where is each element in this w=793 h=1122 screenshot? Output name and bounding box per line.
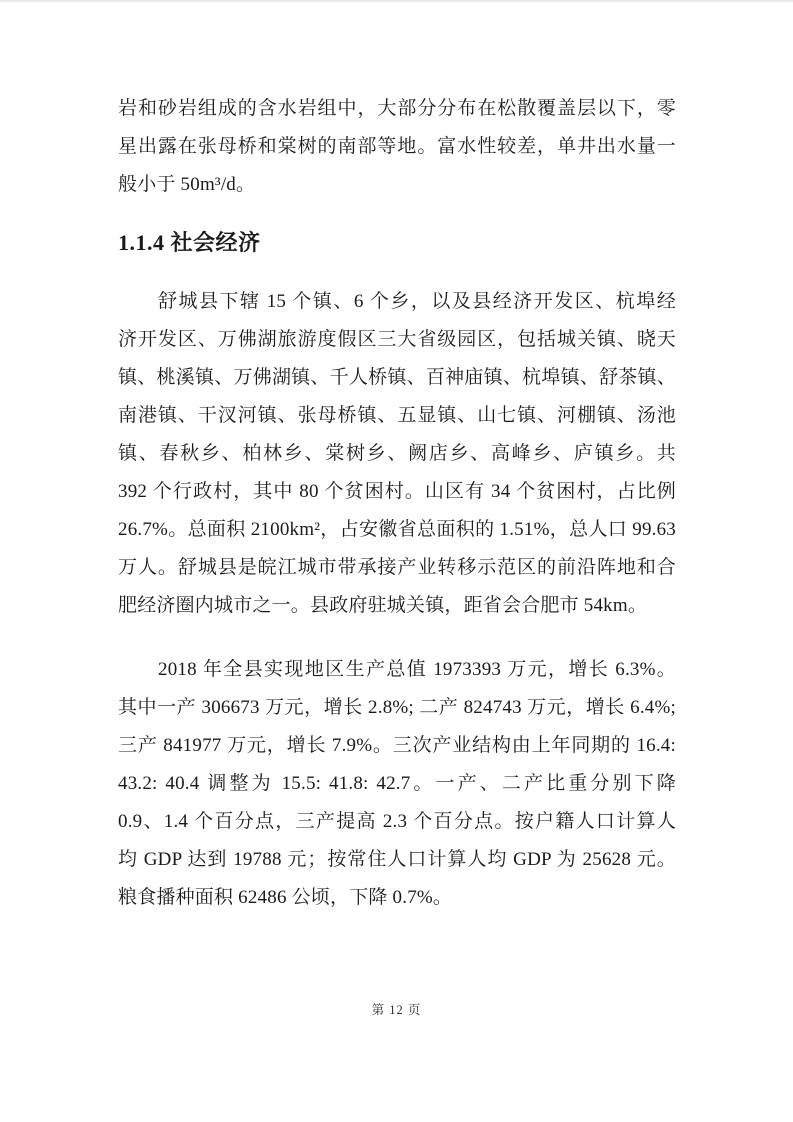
text-line: 均 GDP 达到 19788 元；按常住人口计算人均 GDP 为 25628 元。 [118,849,676,870]
text-line: 粮食播种面积 62486 公顷，下降 0.7%。 [118,887,453,908]
text-line: 三产 841977 万元，增长 7.9%。三次产业结构由上年同期的 16.4: [118,735,676,756]
text-line: 392 个行政村，其中 80 个贫困村。山区有 34 个贫困村，占比例 [118,481,676,502]
text-line: 万人。舒城县是皖江城市带承接产业转移示范区的前沿阵地和合 [118,557,676,578]
text-line: 舒城县下辖 15 个镇、6 个乡，以及县经济开发区、杭埠经 [158,291,676,312]
economy-paragraph [118,651,676,917]
admin-paragraph [118,283,676,625]
intro-paragraph [118,90,676,204]
section-heading: 1.1.4 社会经济 [118,230,261,255]
text-line: 镇、桃溪镇、万佛湖镇、千人桥镇、百神庙镇、杭埠镇、舒茶镇、 [118,367,676,388]
text-line: 2018 年全县实现地区生产总值 1973393 万元，增长 6.3%。 [158,659,676,680]
text-line: 般小于 50m³/d。 [118,174,256,195]
text-line: 济开发区、万佛湖旅游度假区三大省级园区，包括城关镇、晓天 [118,329,676,350]
text-line: 其中一产 306673 万元，增长 2.8%; 二产 824743 万元，增长 6.4%; [118,697,676,718]
page-footer [0,1002,793,1018]
text-line: 岩和砂岩组成的含水岩组中，大部分分布在松散覆盖层以下，零 [118,98,676,119]
page-number: 第 12 页 [371,1003,422,1017]
text-line: 镇、春秋乡、柏林乡、棠树乡、阙店乡、高峰乡、庐镇乡。共 [118,443,676,464]
text-line: 26.7%。总面积 2100km²，占安徽省总面积的 1.51%，总人口 99.63 [118,519,676,540]
text-line: 0.9、1.4 个百分点，三产提高 2.3 个百分点。按户籍人口计算人 [118,811,676,832]
text-line: 43.2: 40.4 调整为 15.5: 41.8: 42.7。一产、二产比重分别下降 [118,773,676,794]
text-line: 星出露在张母桥和棠树的南部等地。富水性较差，单井出水量一 [118,136,676,157]
text-line: 南港镇、干汊河镇、张母桥镇、五显镇、山七镇、河棚镇、汤池 [118,405,676,426]
text-line: 肥经济圈内城市之一。县政府驻城关镇，距省会合肥市 54km。 [118,595,648,616]
